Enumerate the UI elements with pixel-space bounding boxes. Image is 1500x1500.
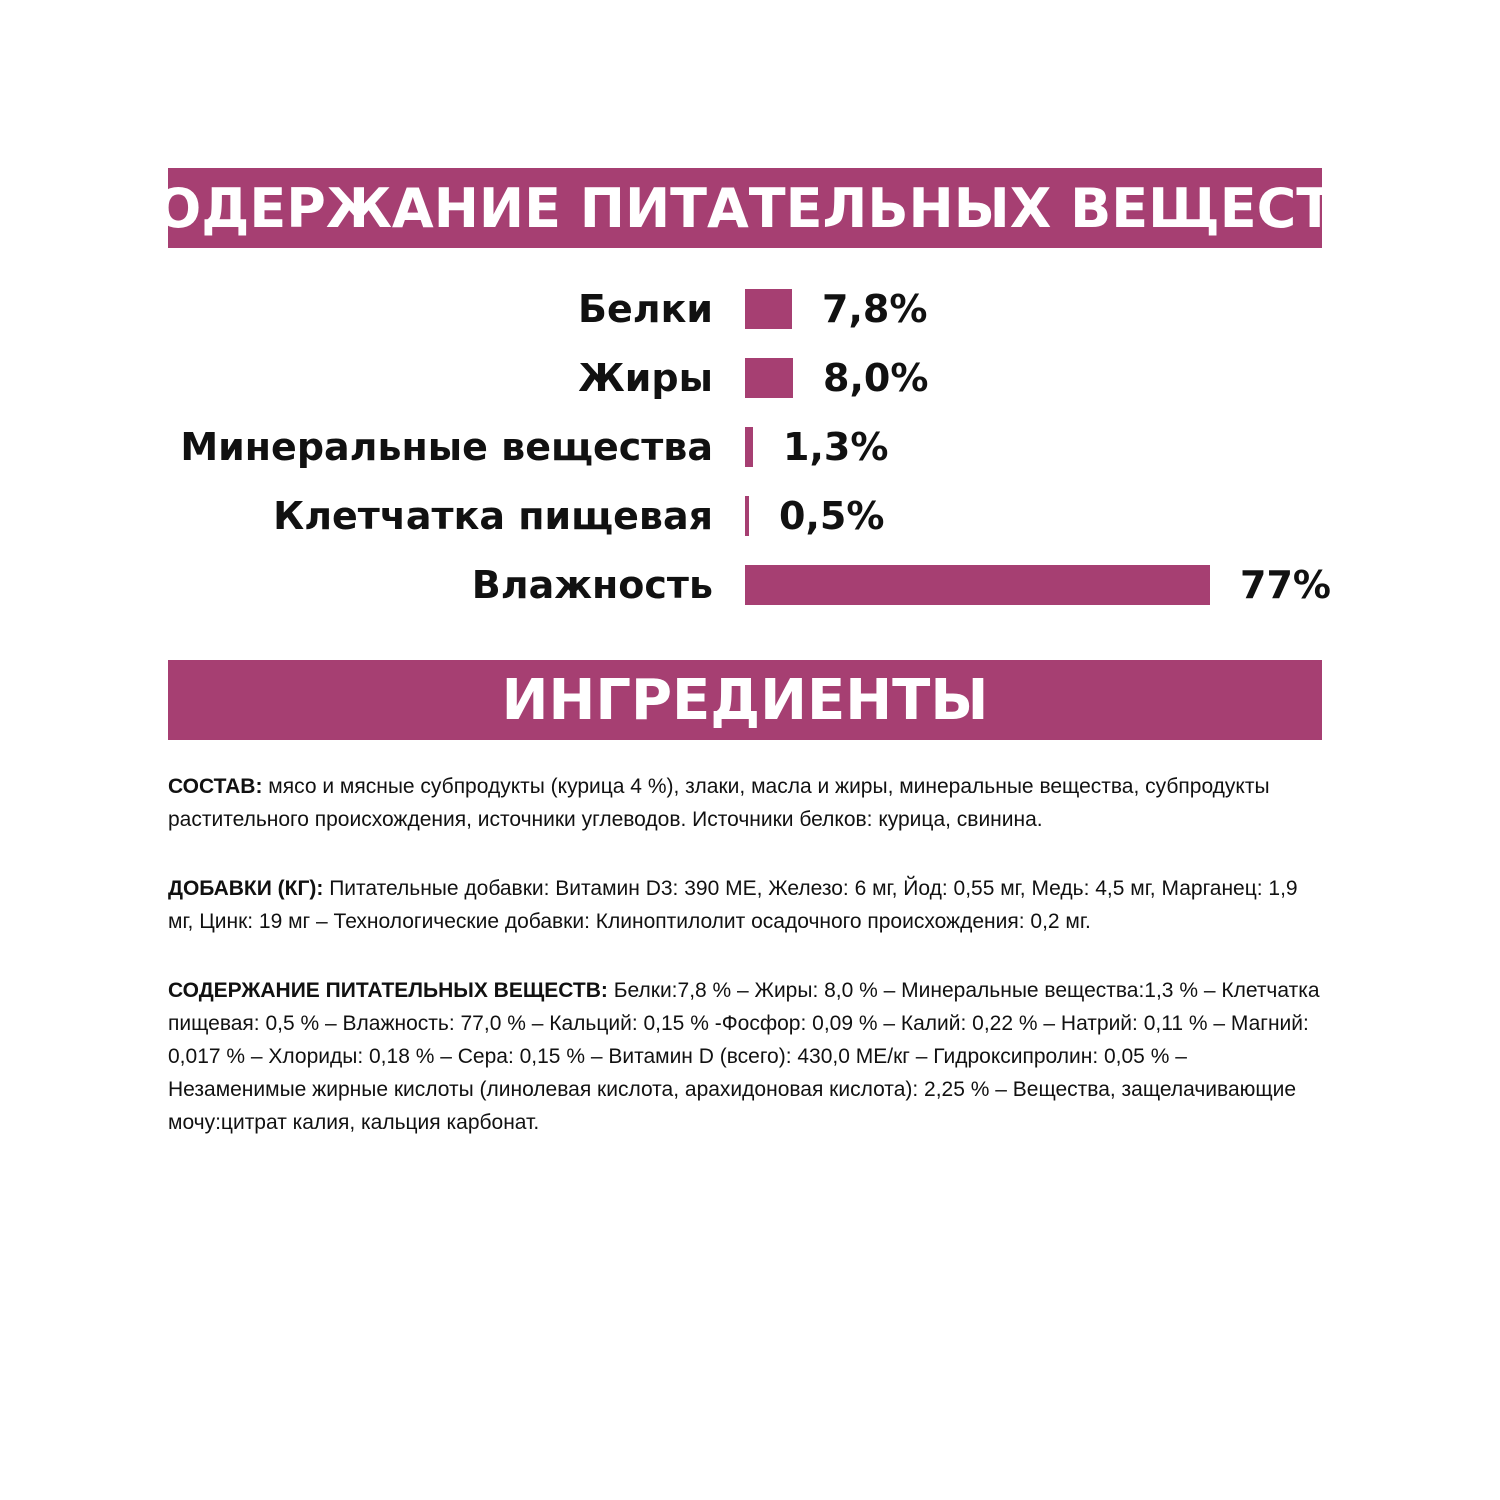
bar-label: Жиры	[578, 356, 713, 400]
composition-label: СОСТАВ:	[168, 775, 263, 798]
bar	[745, 289, 792, 329]
bar-value-label: 8,0%	[823, 356, 929, 400]
nutrients-banner-title: СОДЕРЖАНИЕ ПИТАТЕЛЬНЫХ ВЕЩЕСТВ	[115, 176, 1375, 240]
bar-label: Клетчатка пищевая	[273, 494, 713, 538]
bar-value-label: 7,8%	[822, 287, 928, 331]
bar	[745, 358, 793, 398]
bar-value-label: 1,3%	[783, 425, 889, 469]
bar-value-label: 77%	[1240, 563, 1331, 607]
nutrients-banner	[115, 168, 1375, 248]
additives-label: ДОБАВКИ (КГ):	[168, 877, 324, 900]
bar	[745, 427, 753, 467]
ingredients-banner	[168, 660, 1322, 740]
nutrient-content-paragraph	[168, 974, 1328, 1139]
additives-text: Питательные добавки: Витамин D3: 390 МЕ, Железо: 6 мг, Йод: 0,55 мг, Медь: 4,5 мг, Марганец: 1,9 мг, Цинк: 19 мг – Технологические добавки: Клиноптилолит осадочного происхождения: 0,2 мг.	[168, 877, 1298, 933]
bar-label: Минеральные вещества	[180, 425, 713, 469]
ingredients-banner-title: ИНГРЕДИЕНТЫ	[501, 667, 989, 733]
nutrient-content-text: Белки:7,8 % – Жиры: 8,0 % – Минеральные вещества:1,3 % – Клетчатка пищевая: 0,5 % – Влажность: 77,0 % – Кальций: 0,15 % -Фосфор: 0,09 % – Калий: 0,22 % – Натрий: 0,11 % – Магний: 0,017 % – Хлориды: 0,18 % – Сера: 0,15 % – Витамин D (всего): 430,0 МЕ/кг – Гидроксипролин: 0,05 % – Незаменимые жирные кислоты (линолевая кислота, арахидоновая кислота): 2,25 % – Вещества, защелачивающие мочу:цитрат калия, кальция карбонат.	[168, 979, 1320, 1134]
bar-label: Белки	[578, 287, 713, 331]
additives-paragraph	[168, 872, 1328, 938]
bar-value-label: 0,5%	[779, 494, 885, 538]
nutrient-content-label: СОДЕРЖАНИЕ ПИТАТЕЛЬНЫХ ВЕЩЕСТВ:	[168, 979, 608, 1002]
composition-paragraph	[168, 770, 1328, 836]
bar-label: Влажность	[471, 563, 713, 607]
bar	[745, 565, 1210, 605]
bar	[745, 496, 749, 536]
composition-text: мясо и мясные субпродукты (курица 4 %), злаки, масла и жиры, минеральные вещества, субпродукты растительного происхождения, источники углеводов. Источники белков: курица, свинина.	[168, 775, 1270, 831]
